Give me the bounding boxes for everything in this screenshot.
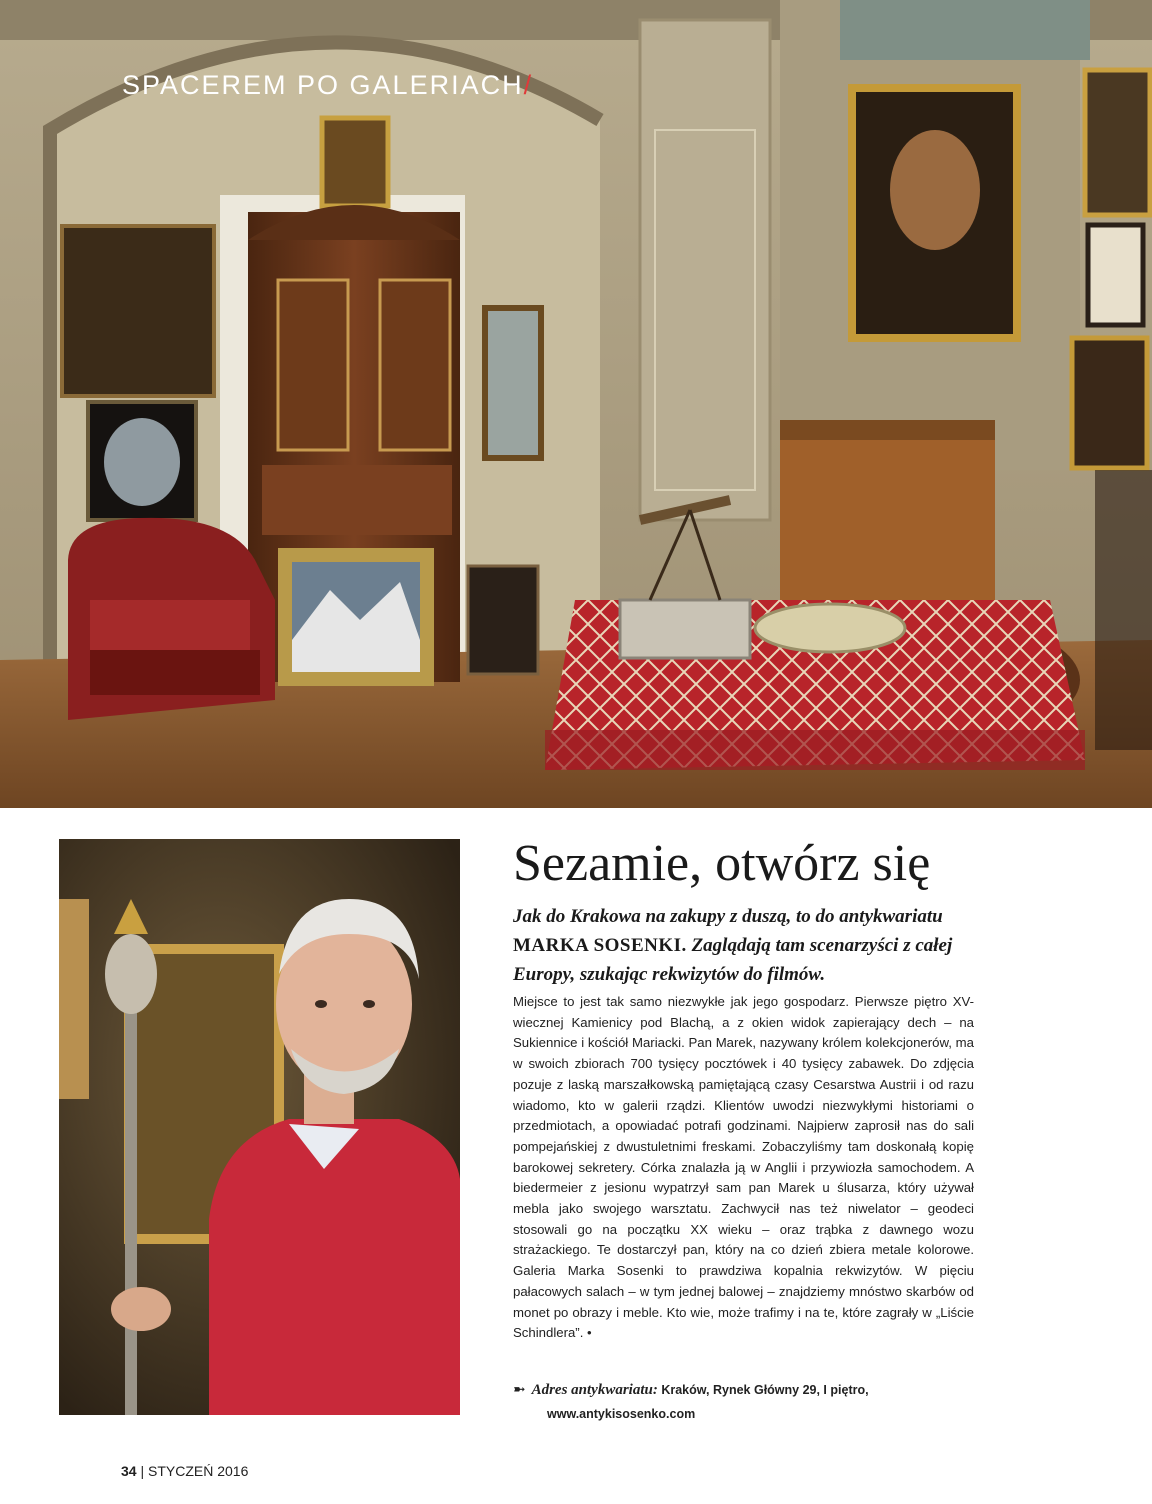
arrow-icon: ➼ <box>513 1381 526 1398</box>
section-label-text: SPACEREM PO GALERIACH <box>122 70 524 100</box>
address-label: Adres antykwariatu: <box>531 1382 658 1398</box>
section-label-slash: / <box>523 70 534 100</box>
article-lead <box>513 902 973 989</box>
collector-portrait-image <box>59 839 460 1415</box>
lead-part-1: Jak do Krakowa na zakupy z duszą, to do antykwariatu <box>513 906 943 927</box>
lead-name: MARKA SOSENKI. <box>513 935 687 956</box>
article-body: Miejsce to jest tak samo niezwykłe jak jego gospodarz. Pierwsze piętro XV-wiecznej Kamienicy pod Blachą, a z okien widok zapierający dech – na Sukiennice i kościół Mariacki. Pan Marek, nazywany królem kolekcjonerów, ma w swoich zbiorach 700 tysięcy pocztówek i 40 tysięcy zabawek. Do zdjęcia pozuje z laską marszałkowską pamiętającą czasy Cesarstwa Austrii i od razu wiadomo, kto w galerii rządzi. Klientów uwodzi niezwykłymi historiami o przedmiotach, a opowiadać potrafi godzinami. Najpierw zaprosił nas do sali pompejańskiej z dwustuletnimi freskami. Zobaczyliśmy tam doskonałą kopię barokowej sekretery. Córka znalazła ją w Anglii i przywiozła samochodem. A biedermeier z jesionu wypatrzył sam pan Marek u ślusarza, który używał mebla jako swojego warsztatu. Zachwycił nas też niwelator – geodeci stosowali go na początku XX wieku – oraz trąbka z dawnego wozu strażackiego. Te dostarczył pan, który na co dzień zbiera metale kolorowe. Galeria Marka Sosenki to prawdziwa kopalnia rekwizytów. W pięciu pałacowych salach – w tym jednej balowej – znajdziemy mnóstwo skarbów od monet po obrazy i meble. Kto wie, może trafimy i na te, które zagrały w „Liście Schindlera”. • <box>513 994 974 1341</box>
website-link[interactable]: www.antykisosenko.com <box>547 1407 696 1421</box>
address-value: Kraków, Rynek Główny 29, I piętro, <box>661 1383 869 1397</box>
portrait-photo <box>59 839 460 1415</box>
section-label <box>122 70 533 101</box>
article-headline: Sezamie, otwórz się <box>513 835 931 892</box>
address-block <box>513 1378 983 1426</box>
page-number: 34 <box>121 1463 137 1479</box>
page-folio: 34 | STYCZEŃ 2016 <box>121 1463 249 1479</box>
lead-part-2: Zaglądają tam scenarzyści z całej Europy, szukając rekwizytów do filmów. <box>513 935 953 985</box>
issue-date: STYCZEŃ 2016 <box>148 1463 249 1479</box>
